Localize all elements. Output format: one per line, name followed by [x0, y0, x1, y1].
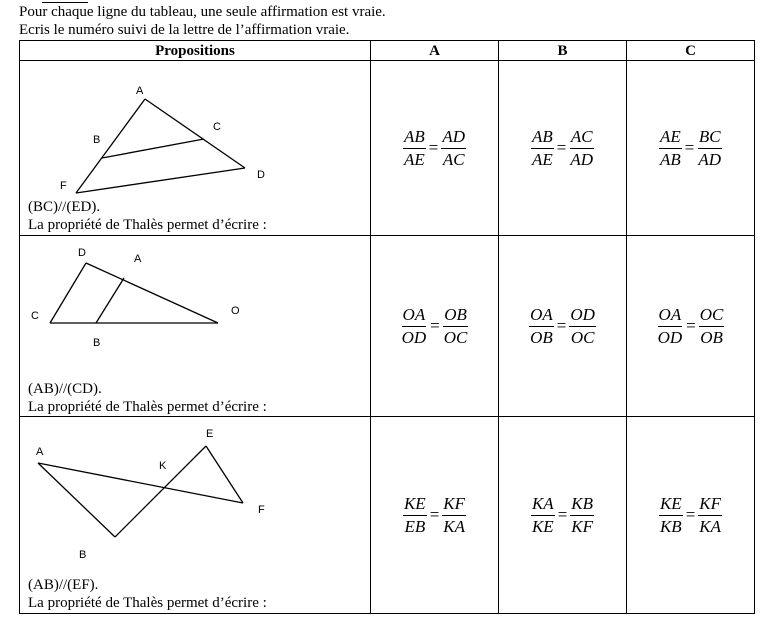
proposition-cell	[20, 61, 371, 236]
numerator: BC	[698, 127, 722, 149]
denominator: OD	[401, 327, 427, 347]
header-row	[20, 41, 755, 61]
numerator: AB	[403, 127, 426, 149]
numerator: OA	[658, 305, 683, 327]
denominator: KA	[699, 516, 722, 536]
denominator: OC	[570, 327, 595, 347]
instruction-line-1: Pour chaque ligne du tableau, une seule affirmation est vraie.	[19, 4, 386, 20]
fraction	[699, 305, 725, 348]
numerator: AD	[441, 127, 466, 149]
numerator: OD	[569, 305, 596, 327]
option-a[interactable]	[371, 61, 499, 236]
denominator: OB	[700, 327, 723, 347]
table-row	[20, 236, 755, 417]
fraction	[442, 494, 466, 537]
condition-text: (AB)//(EF).	[28, 577, 99, 593]
condition-text: (AB)//(CD).	[28, 381, 102, 397]
ratio-equation	[657, 305, 725, 348]
point-label: A	[136, 85, 144, 97]
equals-sign: =	[557, 505, 568, 524]
numerator: OB	[443, 305, 468, 327]
equals-sign: =	[429, 505, 440, 524]
fraction	[569, 127, 594, 170]
option-b[interactable]	[499, 417, 627, 614]
option-c[interactable]	[627, 236, 755, 417]
denominator: AD	[570, 149, 594, 169]
point-label: B	[93, 134, 101, 146]
numerator: KE	[403, 494, 427, 516]
numerator: AB	[531, 127, 554, 149]
point-label: C	[31, 310, 39, 322]
point-label: F	[258, 504, 265, 516]
denominator: AB	[659, 149, 681, 169]
instruction-line-2: Ecris le numéro suivi de la lettre de l’affirmation vraie.	[19, 22, 350, 38]
table-row	[20, 417, 755, 614]
fraction	[531, 494, 555, 537]
point-label: C	[213, 121, 221, 133]
fraction	[697, 127, 722, 170]
equals-sign: =	[556, 138, 567, 157]
option-c[interactable]	[627, 417, 755, 614]
table-row	[20, 61, 755, 236]
fraction	[529, 305, 554, 348]
denominator: KB	[659, 516, 682, 536]
ratio-equation	[401, 305, 469, 348]
fraction	[657, 305, 684, 348]
numerator: OA	[529, 305, 554, 327]
numerator: OA	[402, 305, 427, 327]
ratio-equation	[659, 494, 722, 537]
option-a[interactable]	[371, 236, 499, 417]
point-label: E	[206, 428, 214, 440]
ratio-equation	[529, 305, 596, 348]
point-label: D	[257, 169, 265, 181]
equals-sign: =	[686, 316, 696, 335]
numerator: KA	[531, 494, 555, 516]
point-label: O	[231, 305, 240, 317]
equals-sign: =	[428, 138, 439, 157]
denominator: AC	[442, 149, 465, 169]
numerator: AE	[659, 127, 682, 149]
equals-sign: =	[684, 138, 695, 157]
numerator: KB	[570, 494, 594, 516]
statement-text: La propriété de Thalès permet d’écrire :	[28, 595, 267, 611]
point-label: A	[36, 446, 44, 458]
fraction	[570, 494, 594, 537]
denominator: AD	[698, 149, 722, 169]
proposition-cell	[20, 417, 371, 614]
point-label: F	[60, 180, 67, 192]
header-b: B	[499, 41, 627, 61]
fraction	[659, 494, 683, 537]
ratio-equation	[403, 127, 466, 170]
option-a[interactable]	[371, 417, 499, 614]
option-b[interactable]	[499, 236, 627, 417]
ratio-equation	[659, 127, 722, 170]
option-b[interactable]	[499, 61, 627, 236]
statement-text: La propriété de Thalès permet d’écrire :	[28, 217, 267, 233]
denominator: OC	[443, 327, 468, 347]
numerator: KE	[659, 494, 683, 516]
fraction	[569, 305, 596, 348]
denominator: AE	[531, 149, 553, 169]
point-label: B	[93, 337, 101, 349]
denominator: KA	[443, 516, 466, 536]
fraction	[403, 127, 426, 170]
denominator: OD	[657, 327, 683, 347]
point-label: D	[78, 247, 86, 259]
fraction	[531, 127, 554, 170]
fraction	[698, 494, 722, 537]
ratio-equation	[403, 494, 466, 537]
denominator: KF	[571, 516, 594, 536]
ratio-equation	[531, 494, 594, 537]
fraction	[441, 127, 466, 170]
equals-sign: =	[556, 316, 567, 335]
denominator: EB	[404, 516, 426, 536]
fraction	[403, 494, 427, 537]
option-c[interactable]	[627, 61, 755, 236]
proposition-cell	[20, 236, 371, 417]
fraction	[401, 305, 428, 348]
point-label: K	[159, 460, 167, 472]
header-propositions: Propositions	[20, 41, 371, 61]
denominator: KE	[531, 516, 554, 536]
numerator: KF	[442, 494, 466, 516]
equals-sign: =	[430, 316, 440, 335]
numerator: KF	[698, 494, 722, 516]
point-label: A	[134, 253, 142, 265]
header-a: A	[371, 41, 499, 61]
condition-text: (BC)//(ED).	[28, 199, 101, 215]
fraction	[659, 127, 682, 170]
ratio-equation	[531, 127, 594, 170]
exercise-table	[19, 40, 755, 614]
denominator: AE	[403, 149, 425, 169]
numerator: OC	[699, 305, 725, 327]
denominator: OB	[530, 327, 553, 347]
numerator: AC	[570, 127, 594, 149]
equals-sign: =	[685, 505, 696, 524]
fraction	[443, 305, 469, 348]
point-label: B	[79, 549, 87, 561]
statement-text: La propriété de Thalès permet d’écrire :	[28, 399, 267, 415]
top-rule	[42, 2, 88, 3]
header-c: C	[627, 41, 755, 61]
